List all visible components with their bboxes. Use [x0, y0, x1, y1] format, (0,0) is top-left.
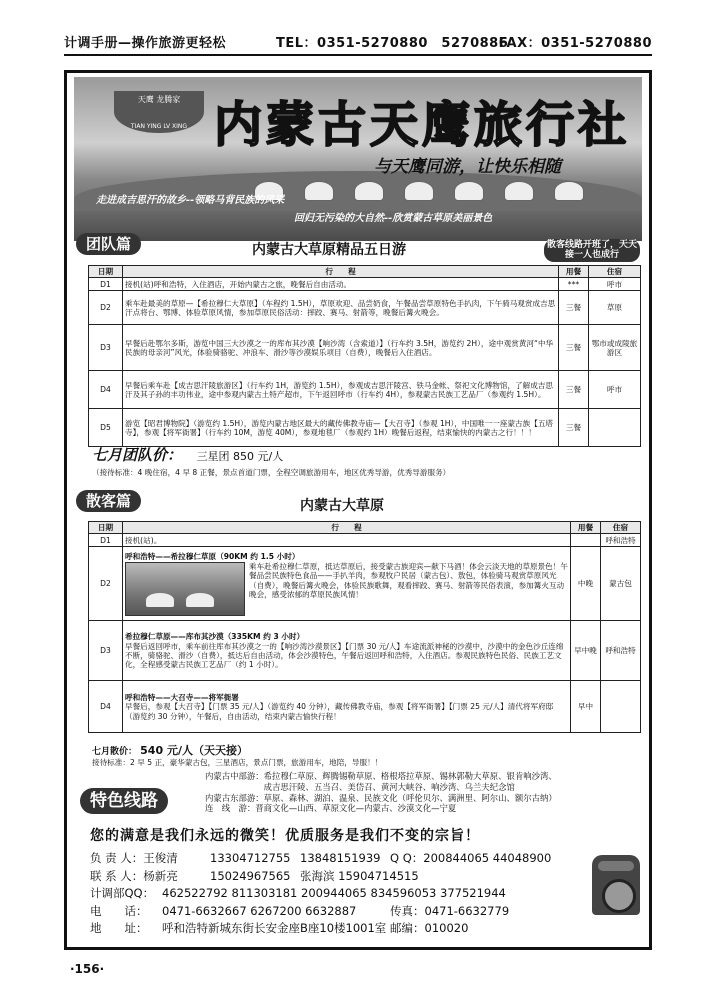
contact-value: 0471-6632667 6267200 6632887	[162, 903, 357, 918]
day-cell: D2	[89, 291, 123, 325]
feature-row: 内蒙古东部游：草原、森林、湖泊、温泉、民族文化（呼伦贝尔、满洲里、阿尔山、额尔古纳）	[205, 792, 557, 803]
meal-cell: 早中晚	[571, 621, 601, 681]
stay-cell	[589, 409, 641, 447]
telephone-icon	[592, 855, 640, 915]
itinerary-cell: 乘车赴最美的草原—【希拉穆仁大草原】（车程约 1.5H），草原欢迎、品尝奶食，午餐品尝草原特色手扒肉，下午骑马观赏成吉思汗点将台、鄂博、体验草原风情，参加草原民俗活动：摔跤、赛马、射箭等，晚餐后篝火晚会。	[123, 291, 559, 325]
stay-cell: 呼和浩特	[601, 534, 641, 547]
contact-key: 电 话：	[90, 903, 148, 918]
feature-section-tag: 特色线路	[80, 788, 168, 814]
itinerary-cell: 接机(站)。	[123, 534, 571, 547]
slogan-main: 与天鹰同游，让快乐相随	[374, 157, 561, 177]
contact-row	[90, 850, 560, 868]
table-header-row	[89, 266, 641, 278]
slogan-right: 回归无污染的大自然--欣赏蒙古草原美丽景色	[294, 213, 493, 224]
scatter-price-value: 540 元/人（天天接）	[140, 744, 248, 757]
header-tagline: 计调手册—操作旅游更轻松	[64, 36, 227, 51]
route-head: 呼和浩特——希拉穆仁草原（90KM 约 1.5 小时）	[125, 552, 300, 562]
contact-value: Q Q：200844065 44048900	[390, 851, 552, 865]
table-row	[89, 681, 641, 733]
contact-value: 13848151939	[300, 851, 381, 865]
day-cell: D5	[89, 409, 123, 447]
contact-row	[90, 920, 560, 938]
day-cell: D2	[89, 547, 123, 621]
feature-row: 连 线 游：晋商文化—山西、草原文化—内蒙古、沙漠文化—宁夏	[205, 803, 457, 814]
contact-row	[90, 868, 560, 886]
scatter-price-label: 七月散价：	[92, 747, 138, 757]
scatter-section-title: 内蒙古大草原	[300, 498, 384, 514]
contact-value: 462522792 811303181 200944065 834596053 377521944	[162, 886, 506, 900]
feature-row: 成吉思汗陵、五当召、美岱召、黄河大峡谷、响沙湾、乌兰夫纪念馆	[205, 781, 515, 792]
agency-logo	[114, 91, 204, 133]
itinerary-cell	[123, 621, 571, 681]
meal-cell: 三餐	[559, 325, 589, 371]
stay-cell: 呼和浩特	[601, 621, 641, 681]
yurt-icon	[304, 181, 334, 201]
stay-cell: 草原	[589, 291, 641, 325]
contact-row	[90, 903, 560, 921]
contact-row	[90, 885, 560, 903]
feature-routes	[205, 771, 645, 814]
day-cell: D4	[89, 681, 123, 733]
table-row	[89, 534, 641, 547]
col-stay	[601, 522, 641, 534]
contact-value: 传真：0471-6632779	[390, 903, 510, 918]
group-price-value: 三星团 850 元/人	[196, 450, 284, 463]
header-rule	[64, 54, 652, 56]
route-text: 早餐后，参观【大召寺】【门票 35 元/人】（游览约 40 分钟），藏传佛教寺庙，参观【将军衙署】【门票 25 元/人】清代将军府邸（游览约 30 分钟），午餐后，自由活动，结束内蒙古愉快行程！	[125, 702, 554, 721]
scatter-open-badge: 散客线路开班了，天天接一人也成行	[544, 239, 640, 262]
yurt-icon	[454, 181, 484, 201]
group-price	[92, 446, 283, 465]
meal-cell: 早中	[571, 681, 601, 733]
meal-cell: 三餐	[559, 409, 589, 447]
table-row	[89, 371, 641, 409]
col-meal: 用餐	[571, 522, 601, 534]
day-cell: D1	[89, 278, 123, 291]
contact-value: 呼和浩特新城东街长安金座B座10楼1001室	[162, 921, 387, 935]
table-row	[89, 325, 641, 371]
day-cell: D3	[89, 621, 123, 681]
page-header	[64, 34, 652, 56]
itinerary-cell	[123, 681, 571, 733]
yurt-icon	[504, 181, 534, 201]
service-motto: 您的满意是我们永远的微笑！优质服务是我们不变的宗旨！	[90, 828, 480, 844]
logo-sub: TIAN YING LV XING	[130, 123, 188, 130]
scatter-price	[92, 744, 248, 758]
group-itinerary-table	[88, 265, 641, 447]
itinerary-cell: 早餐后赴鄂尔多斯，游览中国三大沙漠之一的库布其沙漠【响沙湾（含索道）】（行车约 3.5H，游览约 2H），途中观赏黄河“中华民族的母亲河”风光，体验骑骆驼、冲浪车、滑沙等沙漠娱乐项目（自费），晚餐后入住酒店。	[123, 325, 559, 371]
contact-key: 计调部QQ：	[90, 886, 155, 900]
contact-key: 地 址：	[90, 921, 148, 935]
meal-cell: 三餐	[559, 371, 589, 409]
scatter-standard: 接待标准：2 早 5 正，豪华蒙古包，三星酒店，景点门票，旅游用车，地陪，导服！！	[92, 758, 383, 767]
contact-block	[90, 850, 560, 938]
day-cell: D4	[89, 371, 123, 409]
route-head: 呼和浩特——大召寺——将军衙署	[125, 692, 239, 702]
stay-cell: 呼市	[589, 371, 641, 409]
table-row	[89, 621, 641, 681]
itinerary-cell: 游览【昭君博物院】（游览约 1.5H），游览内蒙古地区最大的藏传佛教寺庙—【大召寺】（参观 1H），中国唯一一座蒙古族【五塔寺】，参观【将军衙署】（行车约 10M，游览 40M），参观地毯厂（参观约 1H）晚餐后返程，结束愉快的内蒙古之行！！！	[123, 409, 559, 447]
feature-row: 内蒙古中部游：希拉穆仁草原、辉腾锡勒草原、格根塔拉草原、锡林郭勒大草原、银肯响沙湾、	[205, 771, 557, 781]
col-stay: 住宿	[589, 266, 641, 278]
logo-text: 天鹰 龙腾家	[137, 95, 181, 104]
col-date: 日期	[89, 266, 123, 278]
table-row	[89, 278, 641, 291]
agency-title: 内蒙古天鹰旅行社	[214, 97, 631, 153]
banner	[74, 77, 642, 241]
route-text: 乘车赴希拉穆仁草原，抵达草原后，接受蒙古族迎宾—献下马酒！体会云淡天地的草原景色！午餐品尝民族特色食品——手扒羊肉，参观牧户民居（蒙古包）、敖包，体验骑马观赏草原风光（自费），晚餐后篝火晚会，体验民族歌舞，观看摔跤、赛马、射箭等民俗表演，参加篝火互动晚会，感受浓郁的草原民族风情！	[249, 561, 568, 600]
meal-cell: 三餐	[559, 291, 589, 325]
col-itinerary: 行 程	[123, 522, 571, 534]
contact-key: 负 责 人：王俊清	[90, 851, 178, 865]
meal-cell: ***	[559, 278, 589, 291]
group-section-tag: 团队篇	[76, 233, 141, 255]
group-section-title: 内蒙古大草原精品五日游	[252, 242, 406, 258]
contact-value: 13304712755	[210, 851, 291, 865]
table-row	[89, 409, 641, 447]
itinerary-cell	[123, 547, 571, 621]
meal-cell	[571, 534, 601, 547]
scatter-itinerary-table	[88, 521, 641, 733]
grassland-photo	[125, 562, 245, 616]
itinerary-cell: 早餐后乘车赴【成吉思汗陵旅游区】（行车约 1H，游览约 1.5H），参观成吉思汗陵宫、铁马金帐、祭祀文化博物馆，了解成吉思汗及其子孙的丰功伟业，途中参观内蒙古土特产超市，下午返回呼市（行车约 4H），参观蒙古民族工艺品厂（参观约 1.5H）。	[123, 371, 559, 409]
day-cell: D1	[89, 534, 123, 547]
scatter-section-tag: 散客篇	[76, 490, 141, 512]
route-text: 早餐后返回呼市，乘车前往库布其沙漠之一的【响沙湾沙漠景区】【门票 30 元/人】车途流派神秘的沙漠中，沙漠中的金色沙丘连绵不断，骑骆驼、滑沙（自费），抵达后自由活动，体会沙漠特色，午餐后返回呼和浩特，入住酒店。参观民族特色民俗、民族工艺文化，全程感受蒙古民族工艺品厂（约 1 小时）。	[125, 641, 564, 670]
itinerary-cell: 接机(站)呼和浩特，入住酒店，开始内蒙古之旅，晚餐后自由活动。	[123, 278, 559, 291]
stay-cell: 蒙古包	[601, 547, 641, 621]
table-row	[89, 547, 641, 621]
header-tel: TEL：0351-5270880 5270886	[276, 36, 509, 51]
col-itinerary: 行 程	[123, 266, 559, 278]
yurt-icon	[554, 181, 584, 201]
stay-cell: 鄂市或成陵旅游区	[589, 325, 641, 371]
contact-value: 15024967565	[210, 868, 291, 883]
route-head: 希拉穆仁草原——库布其沙漠（335KM 约 3 小时）	[125, 632, 305, 642]
contact-key: 联 系 人：杨新亮	[90, 868, 178, 883]
stay-cell: 呼市	[589, 278, 641, 291]
stay-cell	[601, 681, 641, 733]
yurt-icon	[354, 181, 384, 201]
header-fax: FAX：0351-5270880	[498, 36, 652, 51]
meal-cell: 中晚	[571, 547, 601, 621]
day-cell: D3	[89, 325, 123, 371]
col-date: 日期	[89, 522, 123, 534]
table-header-row	[89, 522, 641, 534]
stay-header: 住宿	[612, 523, 629, 532]
group-standard: （接待标准：4 晚住宿，4 早 8 正餐，景点首道门票，全程空调旅游用车，地区优秀导游，优秀导游服务）	[92, 468, 451, 477]
yurt-icon	[404, 181, 434, 201]
contact-value: 邮编：010020	[390, 921, 469, 935]
group-price-label: 七月团队价：	[92, 446, 183, 464]
page-number: ·156·	[70, 962, 105, 976]
col-meal: 用餐	[559, 266, 589, 278]
contact-value: 张海滨 15904714515	[300, 868, 419, 883]
slogan-left: 走进成吉思汗的故乡--领略马背民族的风采	[96, 195, 285, 206]
table-row	[89, 291, 641, 325]
